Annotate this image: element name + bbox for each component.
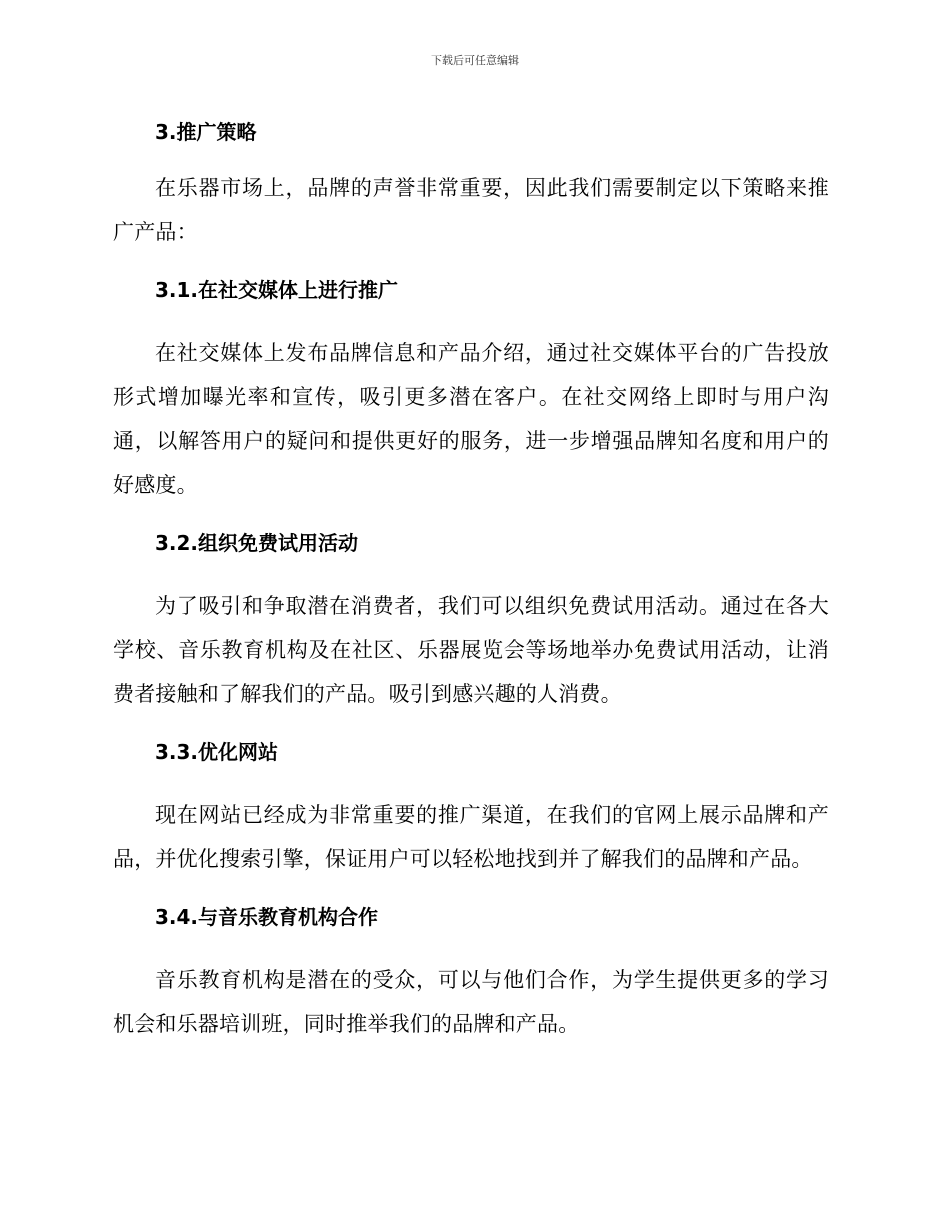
- section-paragraph-3-1: 在社交媒体上发布品牌信息和产品介绍，通过社交媒体平台的广告投放形式增加曝光率和宣传，吸引更多潜在客户。在社交网络上即时与用户沟通，以解答用户的疑问和提供更好的服务，进一步增强品牌知名度和用户的好感度。: [113, 341, 829, 497]
- section-paragraph-3-4: 音乐教育机构是潜在的受众，可以与他们合作，为学生提供更多的学习机会和乐器培训班，同时推举我们的品牌和产品。: [113, 968, 829, 1036]
- section-heading-3-2: 3.2.组织免费试用活动: [155, 531, 359, 555]
- document-body: [113, 110, 829, 1046]
- section-heading-3-4: 3.4.与音乐教育机构合作: [155, 905, 379, 929]
- page-header: 下载后可任意编辑: [431, 54, 519, 67]
- section-paragraph-3-2: 为了吸引和争取潜在消费者，我们可以组织免费试用活动。通过在各大学校、音乐教育机构及在社区、乐器展览会等场地举办免费试用活动，让消费者接触和了解我们的产品。吸引到感兴趣的人消费。: [113, 594, 829, 706]
- section-paragraph-3: 在乐器市场上，品牌的声誉非常重要，因此我们需要制定以下策略来推广产品：: [113, 176, 829, 244]
- section-heading-3: 3.推广策略: [155, 120, 257, 144]
- section-paragraph-3-3: 现在网站已经成为非常重要的推广渠道，在我们的官网上展示品牌和产品，并优化搜索引擎，保证用户可以轻松地找到并了解我们的品牌和产品。: [113, 803, 829, 871]
- section-heading-3-1: 3.1.在社交媒体上进行推广: [155, 278, 399, 302]
- section-heading-3-3: 3.3.优化网站: [155, 740, 279, 764]
